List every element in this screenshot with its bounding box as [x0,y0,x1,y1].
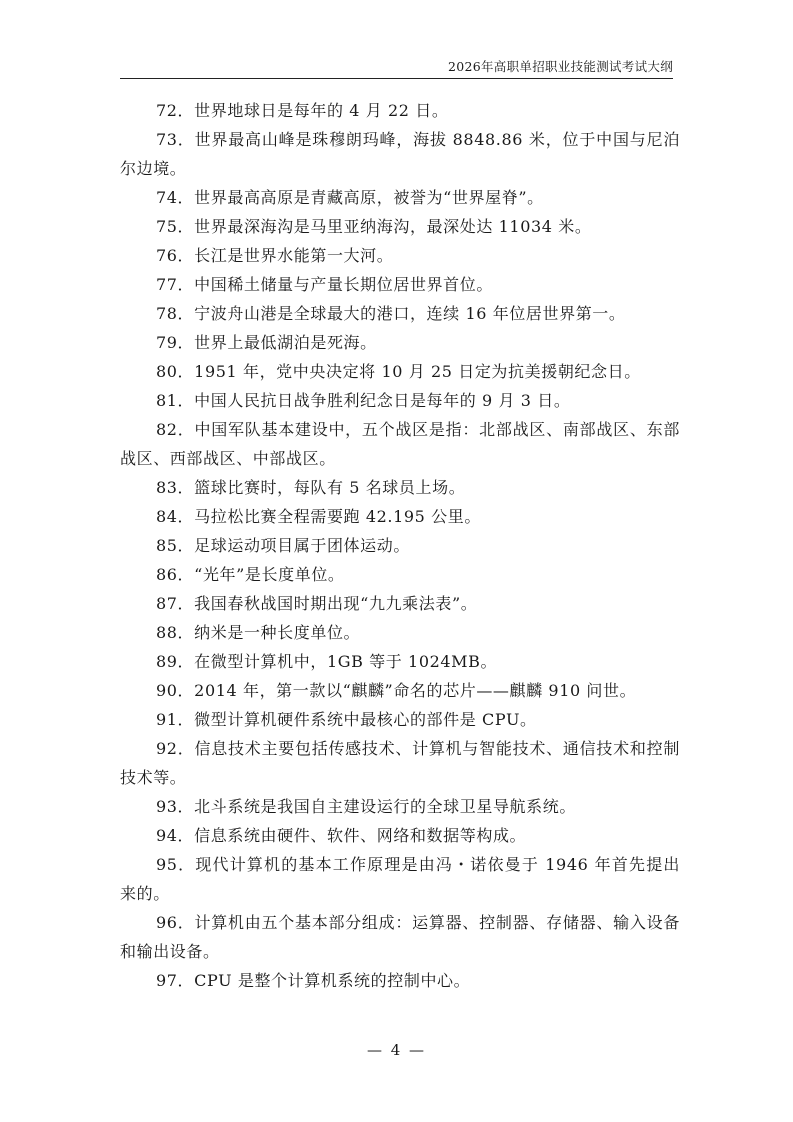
document-body [120,96,680,995]
list-item: 79．世界上最低湖泊是死海。 [156,333,377,352]
list-item: 74．世界最高高原是青藏高原，被誉为“世界屋脊”。 [156,188,544,207]
list-item: 83．篮球比赛时，每队有 5 名球员上场。 [156,478,466,497]
page-header [120,58,673,79]
list-item: 96．计算机由五个基本部分组成：运算器、控制器、存储器、输入设备和输出设备。 [120,913,680,961]
list-item: 90．2014 年，第一款以“麒麟”命名的芯片——麒麟 910 问世。 [156,681,637,700]
list-item: 93．北斗系统是我国自主建设运行的全球卫星导航系统。 [156,797,576,816]
list-item: 94．信息系统由硬件、软件、网络和数据等构成。 [156,826,527,845]
list-item: 80．1951 年，党中央决定将 10 月 25 日定为抗美援朝纪念日。 [156,362,641,381]
header-title: 2026年高职单招职业技能测试考试大纲 [447,59,673,74]
list-item: 77．中国稀土储量与产量长期位居世界首位。 [156,275,493,294]
list-item: 95．现代计算机的基本工作原理是由冯・诺依曼于 1946 年首先提出来的。 [120,855,680,903]
list-item: 73．世界最高山峰是珠穆朗玛峰，海拔 8848.86 米，位于中国与尼泊尔边境。 [120,130,680,178]
list-item: 81．中国人民抗日战争胜利纪念日是每年的 9 月 3 日。 [156,391,571,410]
list-item: 86．“光年”是长度单位。 [156,565,345,584]
list-item: 88．纳米是一种长度单位。 [156,623,361,642]
list-item: 92．信息技术主要包括传感技术、计算机与智能技术、通信技术和控制技术等。 [120,739,680,787]
list-item: 72．世界地球日是每年的 4 月 22 日。 [156,101,449,120]
list-item: 84．马拉松比赛全程需要跑 42.195 公里。 [156,507,481,526]
list-item: 85．足球运动项目属于团体运动。 [156,536,410,555]
list-item: 82．中国军队基本建设中，五个战区是指：北部战区、南部战区、东部战区、西部战区、中部战区。 [120,420,680,468]
page-number: — 4 — [366,1041,427,1059]
list-item: 76．长江是世界水能第一大河。 [156,246,394,265]
list-item: 87．我国春秋战国时期出现“九九乘法表”。 [156,594,478,613]
list-item: 75．世界最深海沟是马里亚纳海沟，最深处达 11034 米。 [156,217,592,236]
list-item: 78．宁波舟山港是全球最大的港口，连续 16 年位居世界第一。 [156,304,626,323]
page-footer [0,1041,793,1059]
list-item: 89．在微型计算机中，1GB 等于 1024MB。 [156,652,498,671]
list-item: 97．CPU 是整个计算机系统的控制中心。 [156,971,471,990]
list-item: 91．微型计算机硬件系统中最核心的部件是 CPU。 [156,710,537,729]
